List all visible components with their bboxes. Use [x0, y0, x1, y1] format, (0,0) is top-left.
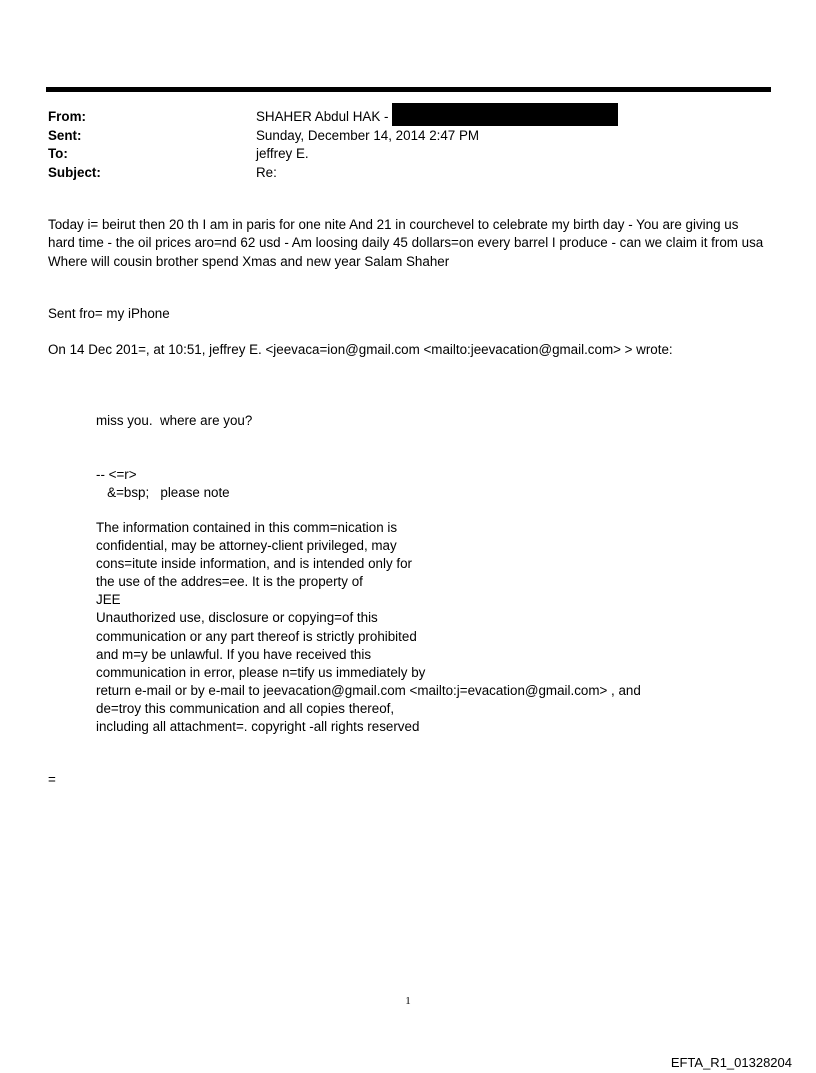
- message-body: Today i= beirut then 20 th I am in paris for one nite And 21 in courchevel to celebrate my birth day - You are giving us hard time - the oil prices aro=nd 62 usd - Am loosing daily 45 dollars=on every barrel I produce - can we claim it from usa Where will cousin brother spend Xmas and new year Salam Shaher: [48, 217, 764, 269]
- from-label: From:: [48, 109, 86, 124]
- signature-note: &=bsp; please note: [96, 485, 230, 500]
- trailing-equals: =: [48, 772, 56, 787]
- sent-value: Sunday, December 14, 2014 2:47 PM: [256, 127, 480, 143]
- confidentiality-disclaimer: The information contained in this comm=nication is confidential, may be attorney-client privileged, may cons=itute inside information, and is intended only for the use of the addres=ee. It is the property of JEE Unauthorized use, disclosure or copying=of this communication or any part thereof is strictly prohibited and m=y be unlawful. If you have received this communication in error, please n=tify us immediately by return e-mail or by e-mail to jeevacation@gmail.com <mailto:j=evacation@gmail.com> , and de=troy this communication and all copies thereof, including all attachment=. copyright -all rights reserved: [96, 520, 641, 735]
- to-label: To:: [48, 146, 68, 161]
- to-row: [48, 145, 768, 164]
- from-value-group: [256, 106, 618, 129]
- email-header: [48, 108, 768, 182]
- subject-row: [48, 164, 768, 183]
- subject-label: Subject:: [48, 164, 101, 180]
- subject-value: Re:: [256, 164, 277, 180]
- to-value: jeffrey E.: [256, 146, 309, 161]
- page-number: 1: [405, 995, 411, 1007]
- quoted-message: miss you. where are you?: [96, 413, 253, 428]
- from-row: [48, 108, 768, 127]
- from-value: SHAHER Abdul HAK -: [256, 109, 389, 124]
- quote-attribution: On 14 Dec 201=, at 10:51, jeffrey E. <jeevaca=ion@gmail.com <mailto:jeevacation@gmail.com> > wrote:: [48, 342, 673, 357]
- sent-from-line: Sent fro= my iPhone: [48, 306, 170, 321]
- header-divider: [46, 87, 771, 92]
- sent-row: [48, 127, 768, 146]
- signature-separator: -- <=r>: [96, 467, 137, 482]
- document-id: EFTA_R1_01328204: [670, 1055, 792, 1070]
- redaction-block: [392, 103, 618, 126]
- sent-label: Sent:: [48, 127, 82, 143]
